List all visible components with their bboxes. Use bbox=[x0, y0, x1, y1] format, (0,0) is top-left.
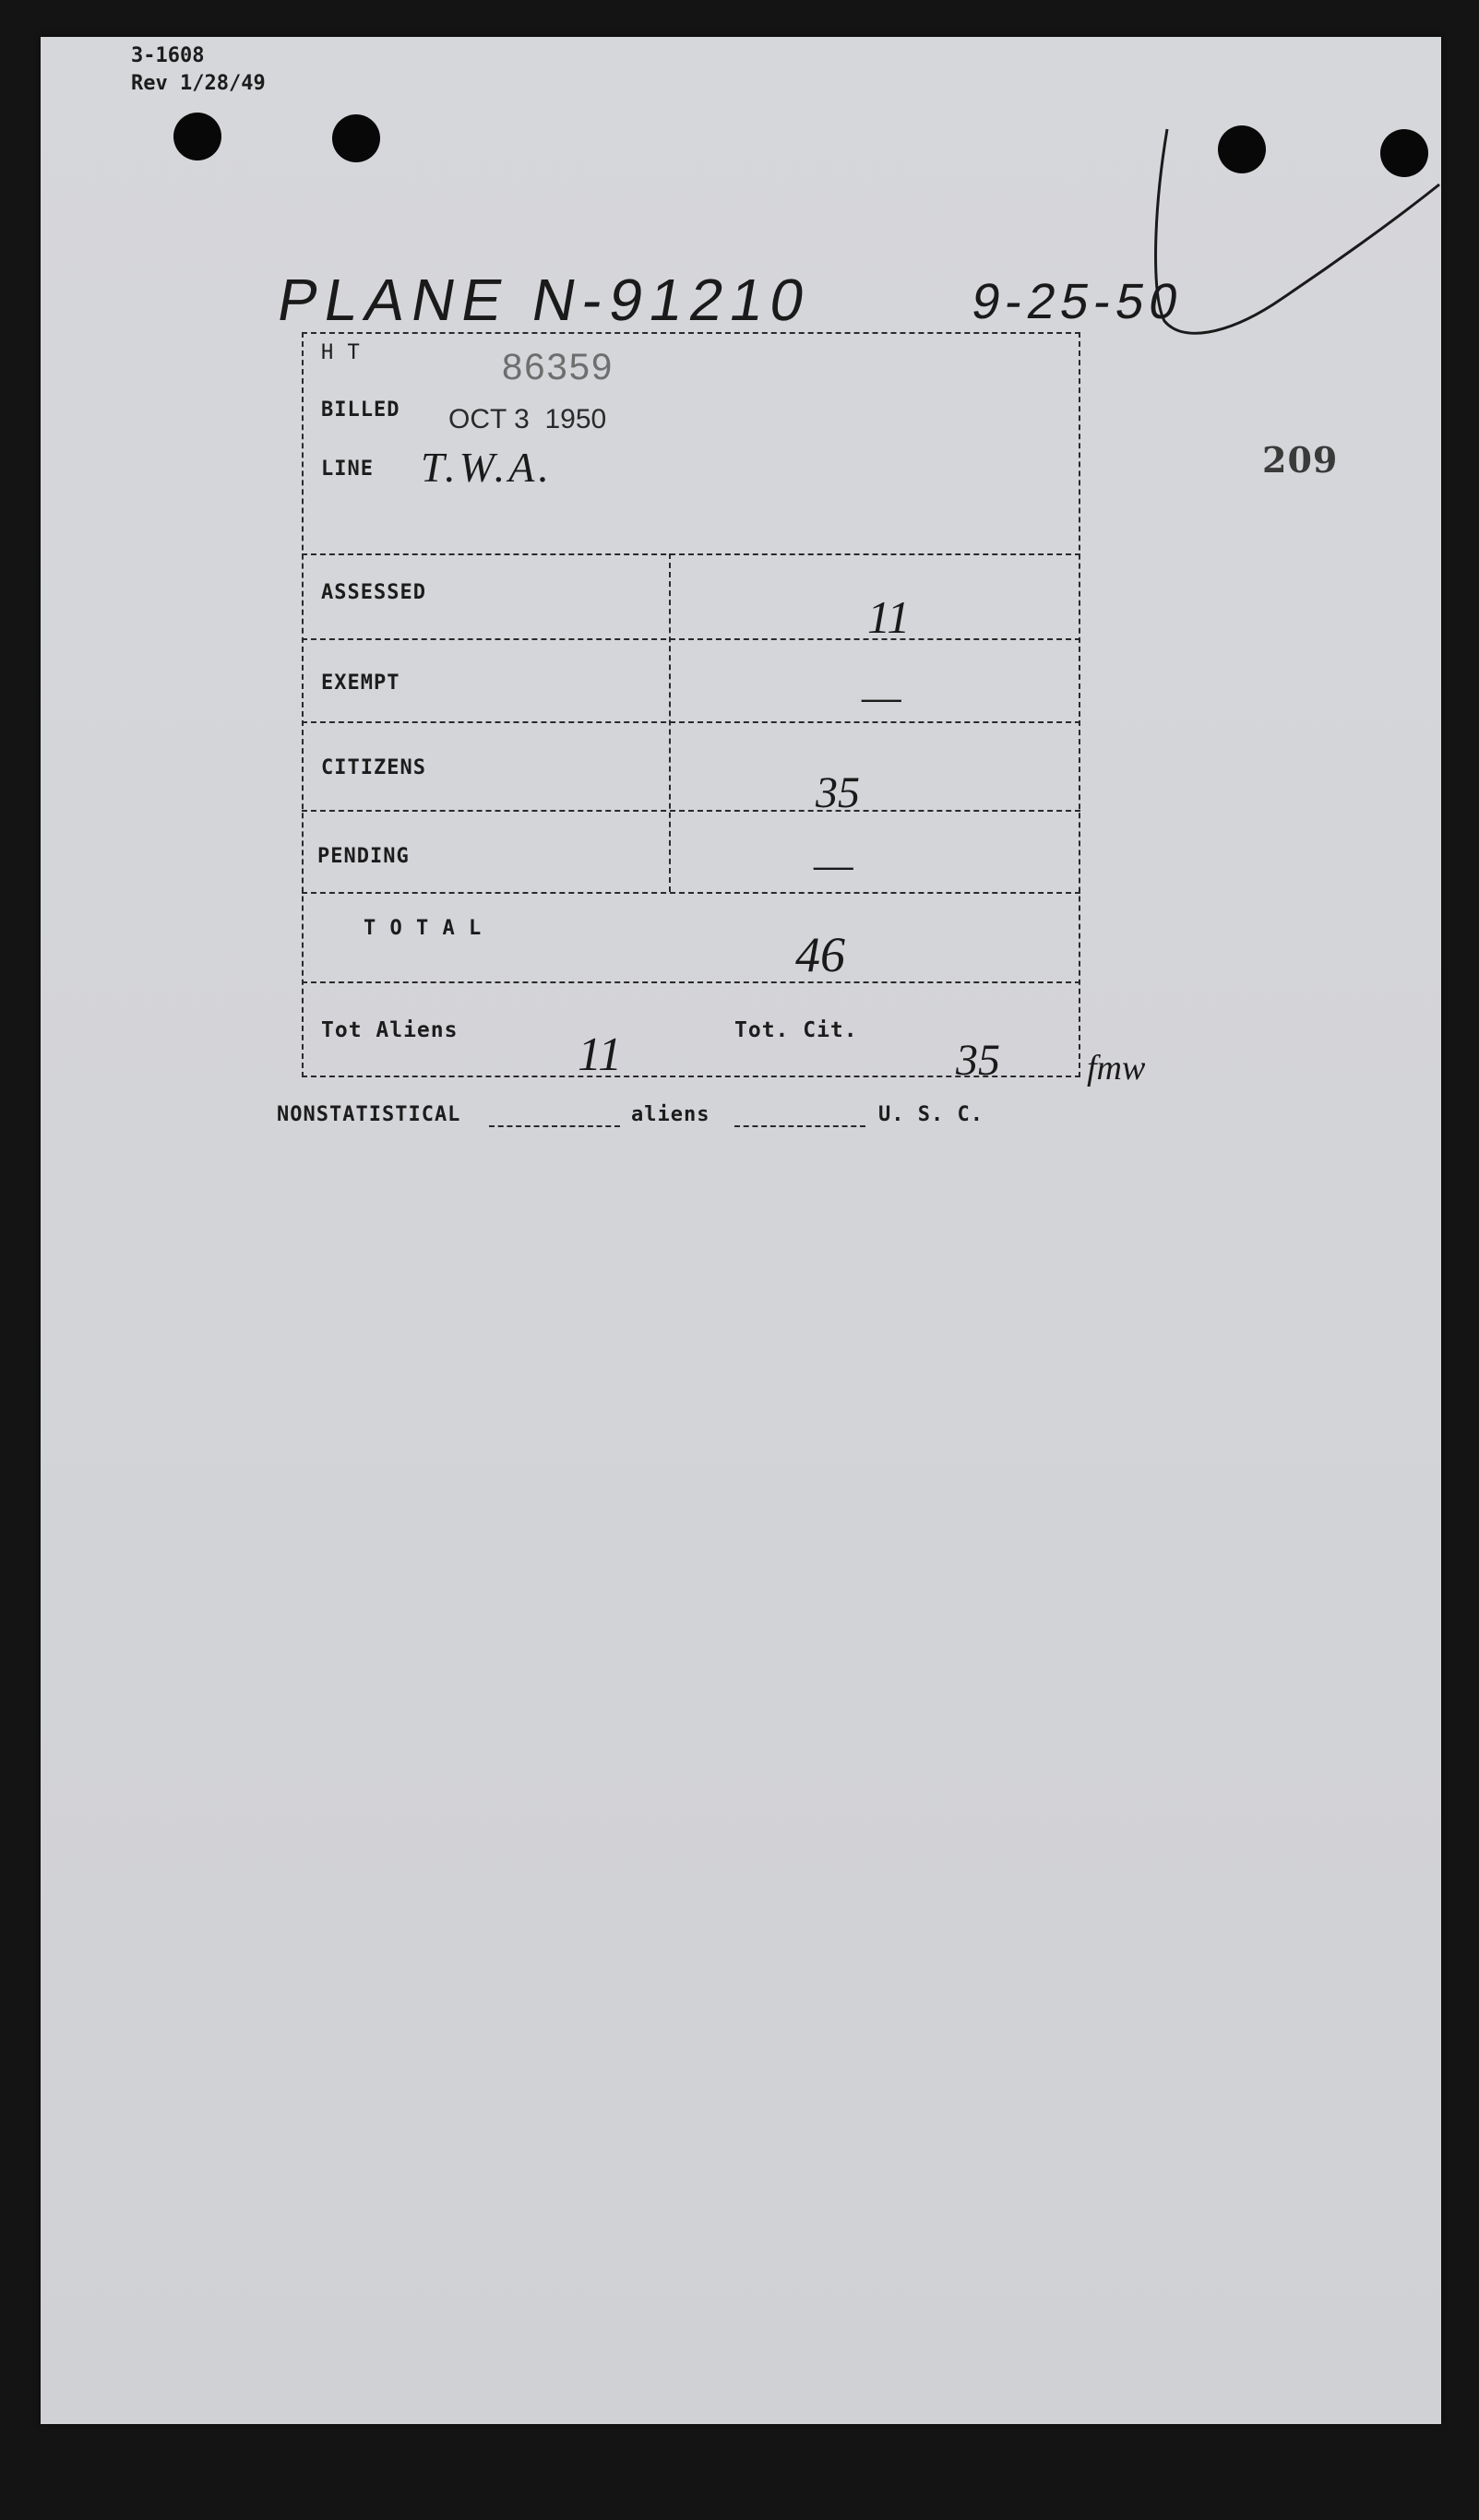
ht-label: H T bbox=[321, 341, 361, 364]
line-value: T.W.A. bbox=[421, 444, 553, 491]
arrival-date: 9-25-50 bbox=[967, 274, 1188, 329]
form-number: 3-1608 bbox=[131, 44, 205, 67]
assessed-value: 11 bbox=[867, 591, 911, 643]
record-table bbox=[302, 332, 1080, 1077]
total-label: T O T A L bbox=[364, 917, 483, 940]
total-value: 46 bbox=[795, 927, 845, 982]
exempt-label: EXEMPT bbox=[321, 672, 400, 695]
table-divider bbox=[302, 638, 1080, 640]
billed-label: BILLED bbox=[321, 398, 400, 422]
table-divider bbox=[302, 721, 1080, 723]
tot-cit-label: Tot. Cit. bbox=[734, 1018, 858, 1042]
pending-label: PENDING bbox=[317, 845, 410, 868]
tot-aliens-value: 11 bbox=[578, 1028, 623, 1081]
table-divider bbox=[302, 981, 1080, 983]
form-revision: Rev 1/28/49 bbox=[131, 72, 266, 95]
billed-date: OCT 3 1950 bbox=[448, 404, 607, 434]
tot-aliens-label: Tot Aliens bbox=[321, 1018, 459, 1042]
pending-value: — bbox=[814, 840, 853, 889]
aliens-blank bbox=[734, 1125, 865, 1127]
aliens-label: aliens bbox=[631, 1103, 710, 1126]
tot-cit-value: 35 bbox=[956, 1036, 1000, 1085]
plane-number: PLANE N-91210 bbox=[272, 267, 817, 333]
table-divider bbox=[302, 892, 1080, 894]
table-divider bbox=[302, 553, 1080, 555]
ht-number: 86359 bbox=[502, 347, 614, 387]
citizens-label: CITIZENS bbox=[321, 756, 426, 779]
column-divider bbox=[669, 553, 671, 892]
page-number: 209 bbox=[1262, 439, 1339, 481]
line-label: LINE bbox=[321, 458, 374, 481]
citizens-value: 35 bbox=[816, 768, 860, 817]
nonstatistical-label: NONSTATISTICAL bbox=[277, 1103, 461, 1126]
initials: fmw bbox=[1087, 1049, 1146, 1088]
assessed-label: ASSESSED bbox=[321, 581, 426, 604]
exempt-value: — bbox=[862, 672, 901, 721]
usc-label: U. S. C. bbox=[878, 1103, 984, 1126]
nonstatistical-blank bbox=[489, 1125, 620, 1127]
table-divider bbox=[302, 810, 1080, 812]
